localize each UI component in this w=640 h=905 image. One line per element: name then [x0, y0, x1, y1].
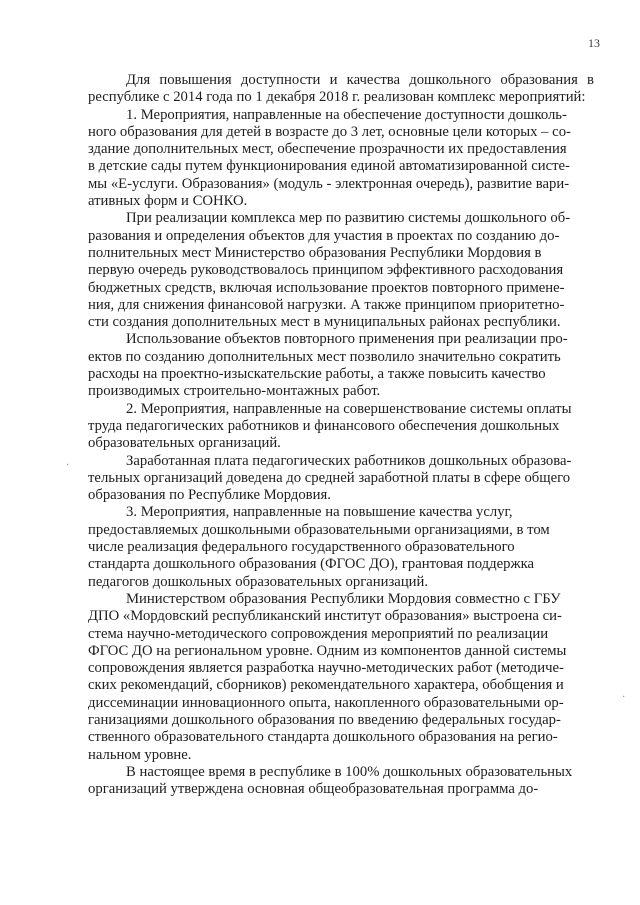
paragraph-measure-1: 1. Мероприятия, направленные на обеспечение доступности дошколь- ного образования для детей в возрасте до 3 лет, основные цели которых – со- здание дополнительных мест, обеспечение прозрачности их предоставления в детские сады путем функционирования единой автоматизированной систе- мы «Е-услуги. Образования» (модуль - электронная очередь), развитие вари- ативных форм и СОНКО. — [88, 106, 571, 210]
paragraph-reuse-projects: Использование объектов повторного применения при реализации про- ектов по созданию дополнительных мест позволило значительно сократить расходы на проектно-изыскательские работы, а также повысить качество производимых строительно-монтажных работ. — [88, 331, 568, 400]
page-number: 13 — [588, 36, 600, 50]
paragraph-measure-3: 3. Мероприятия, направленные на повышение качества услуг, предоставляемых дошкольными образовательными организациями, в том числе реализация федерального государственного образовательного стандарта дошкольного образования (ФГОС ДО), грантовая поддержка педагогов дошкольных образовательных организаций. — [88, 504, 550, 590]
paragraph-measure-2: 2. Мероприятия, направленные на совершенствование системы оплаты труда педагогических работников и финансового обеспечения дошкольных образовательных организаций. — [88, 400, 572, 452]
document-body — [88, 72, 594, 798]
paragraph-complex-measures: При реализации комплекса мер по развитию системы дошкольного об- разования и определения объектов для участия в проектах по созданию до- полнительных мест Министерство образования Республики Мордовия в первую очередь руководствовалось принципом эффективного расходования бюджетных средств, включая использование проектов повторного примене- ния, для снижения финансовой нагрузки. А также принципом приоритетно- сти создания дополнительных мест в муниципальных районах республики. — [88, 210, 571, 331]
scan-mark-left: · — [66, 460, 70, 471]
paragraph-salary: Заработанная плата педагогических работников дошкольных образова- тельных организаций доведена до средней заработной платы в сфере общего образования по Республике Мордовия. — [88, 452, 572, 504]
paragraph-intro: Для повышения доступности и качества дошкольного образования в республике с 2014 года по 1 декабря 2018 г. реализован комплекс мероприятий: — [88, 72, 594, 106]
paragraph-current-status: В настоящее время в республике в 100% дошкольных образовательных организаций утверждена основная общеобразовательная программа до- — [88, 763, 573, 798]
paragraph-methodical-support: Министерством образования Республики Мордовия совместно с ГБУ ДПО «Мордовский республиканский институт образования» выстроена си- стема научно-методического сопровождения мероприятий по реализации ФГОС ДО на региональном уровне. Одним из компонентов данной системы сопровождения является разработка научно-методических работ (методиче- ских рекомендаций, сборников) рекомендательного характера, обобщения и диссеминации инновационного опыта, накопленного образовательными ор- ганизациями дошкольного образования по введению федеральных государ- ственного образовательного стандарта дошкольного образования на регио- нальном уровне. — [88, 590, 567, 763]
scan-mark-right: · — [622, 692, 626, 703]
